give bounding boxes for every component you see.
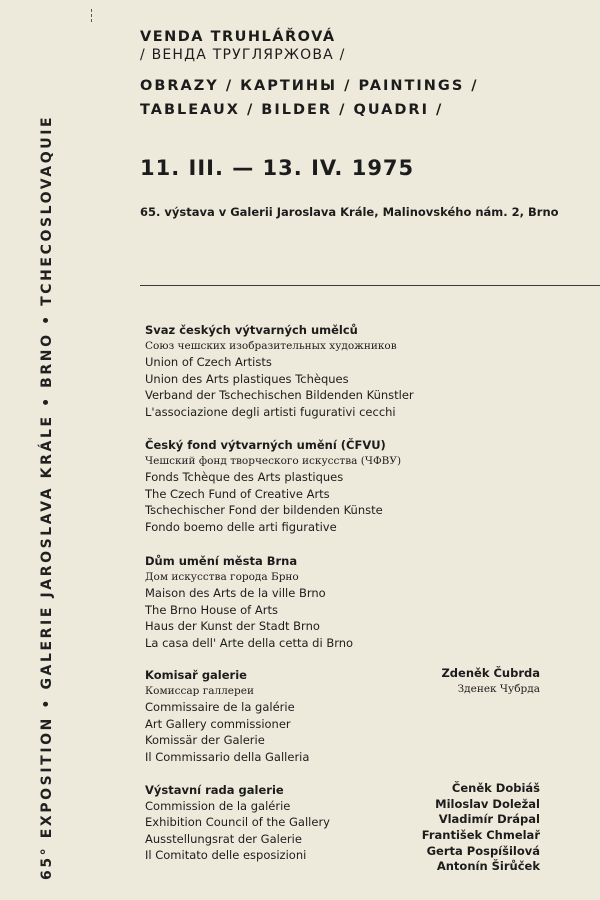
section-line-en: Union of Czech Artists (145, 355, 272, 370)
section-council (145, 782, 330, 864)
council-member: Čeněk Dobiáš (451, 781, 540, 795)
section-title: Český fond výtvarných umění (ČFVU) (145, 438, 386, 452)
section-line-de: Haus der Kunst der Stadt Brno (145, 619, 320, 634)
section-line-fr: Commissaire de la galérie (145, 700, 295, 715)
section-title: Dům umění města Brna (145, 554, 298, 568)
section-line-it: Il Comitato delle esposizioni (145, 848, 307, 863)
section-line-it: La casa dell' Arte della cetta di Brno (145, 635, 354, 650)
council-members (422, 781, 540, 875)
section-line-ru: Союз чешских изобразительных художников (145, 340, 397, 352)
section-title: Výstavní rada galerie (145, 783, 284, 797)
section-line-fr: Fonds Tchèque des Arts plastiques (145, 470, 344, 485)
works-line-2: TABLEAUX / BILDER / QUADRI / (140, 102, 444, 118)
section-line-ru: Чешский фонд творческого искусства (ЧФВУ) (145, 455, 402, 467)
crop-mark (91, 9, 93, 22)
section-line-fr: Maison des Arts de la ville Brno (145, 586, 326, 601)
section-line-ru: Комиссар галлереи (145, 685, 254, 697)
section-title: Komisař galerie (145, 668, 247, 682)
section-fund (145, 437, 401, 535)
section-line-it: Fondo boemo delle arti figurative (145, 519, 337, 534)
council-member: Gerta Pospíšilová (426, 843, 540, 858)
council-member: Vladimír Drápal (438, 812, 540, 827)
section-line-en: Art Gallery commissioner (145, 716, 291, 731)
commissioner-names (441, 666, 540, 697)
section-line-fr: Union des Arts plastiques Tchèques (145, 371, 349, 386)
section-line-de: Komissär der Galerie (145, 733, 265, 748)
commissioner-name-russian: Зденек Чубрда (457, 682, 540, 695)
header (140, 28, 479, 122)
section-line-ru: Дом искусства города Брно (145, 571, 299, 583)
council-member: Antonín Širůček (436, 859, 540, 874)
section-line-fr: Commission de la galérie (145, 799, 291, 813)
section-line-en: The Brno House of Arts (145, 602, 278, 617)
section-line-de: Ausstellungsrat der Galerie (145, 831, 302, 846)
artist-name-russian: / ВЕНДА ТРУГЛЯРЖОВА / (140, 47, 346, 63)
section-line-en: The Czech Fund of Creative Arts (145, 486, 330, 501)
divider-rule (140, 285, 600, 286)
exhibition-dates: 11. III. — 13. IV. 1975 (140, 156, 415, 180)
council-member: František Chmelař (421, 828, 540, 843)
commissioner-name: Zdeněk Čubrda (441, 666, 540, 680)
section-house-of-arts (145, 553, 353, 651)
section-line-it: L'associazione degli artisti fugurativi cecchi (145, 404, 396, 419)
section-line-de: Tschechischer Fond der bildenden Künste (145, 503, 383, 518)
section-line-it: Il Commissario della Galleria (145, 749, 310, 764)
section-union (145, 322, 414, 420)
section-commissioner (145, 667, 309, 765)
council-member: Miloslav Doležal (435, 796, 540, 811)
artist-name: VENDA TRUHLÁŘOVÁ (140, 29, 336, 45)
works-line-1: OBRAZY / КАРТИНЫ / PAINTINGS / (140, 78, 479, 94)
vertical-side-title: 65° EXPOSITION • GALERIE JAROSLAVA KRÁLE • BRNO • TCHECOSLOVAQUIE (39, 114, 55, 880)
section-title: Svaz českých výtvarných umělců (145, 323, 358, 337)
section-line-en: Exhibition Council of the Gallery (145, 815, 330, 830)
exhibition-venue: 65. výstava v Galerii Jaroslava Krále, Malinovského nám. 2, Brno (140, 205, 559, 219)
section-line-de: Verband der Tschechischen Bildenden Künstler (145, 388, 414, 403)
